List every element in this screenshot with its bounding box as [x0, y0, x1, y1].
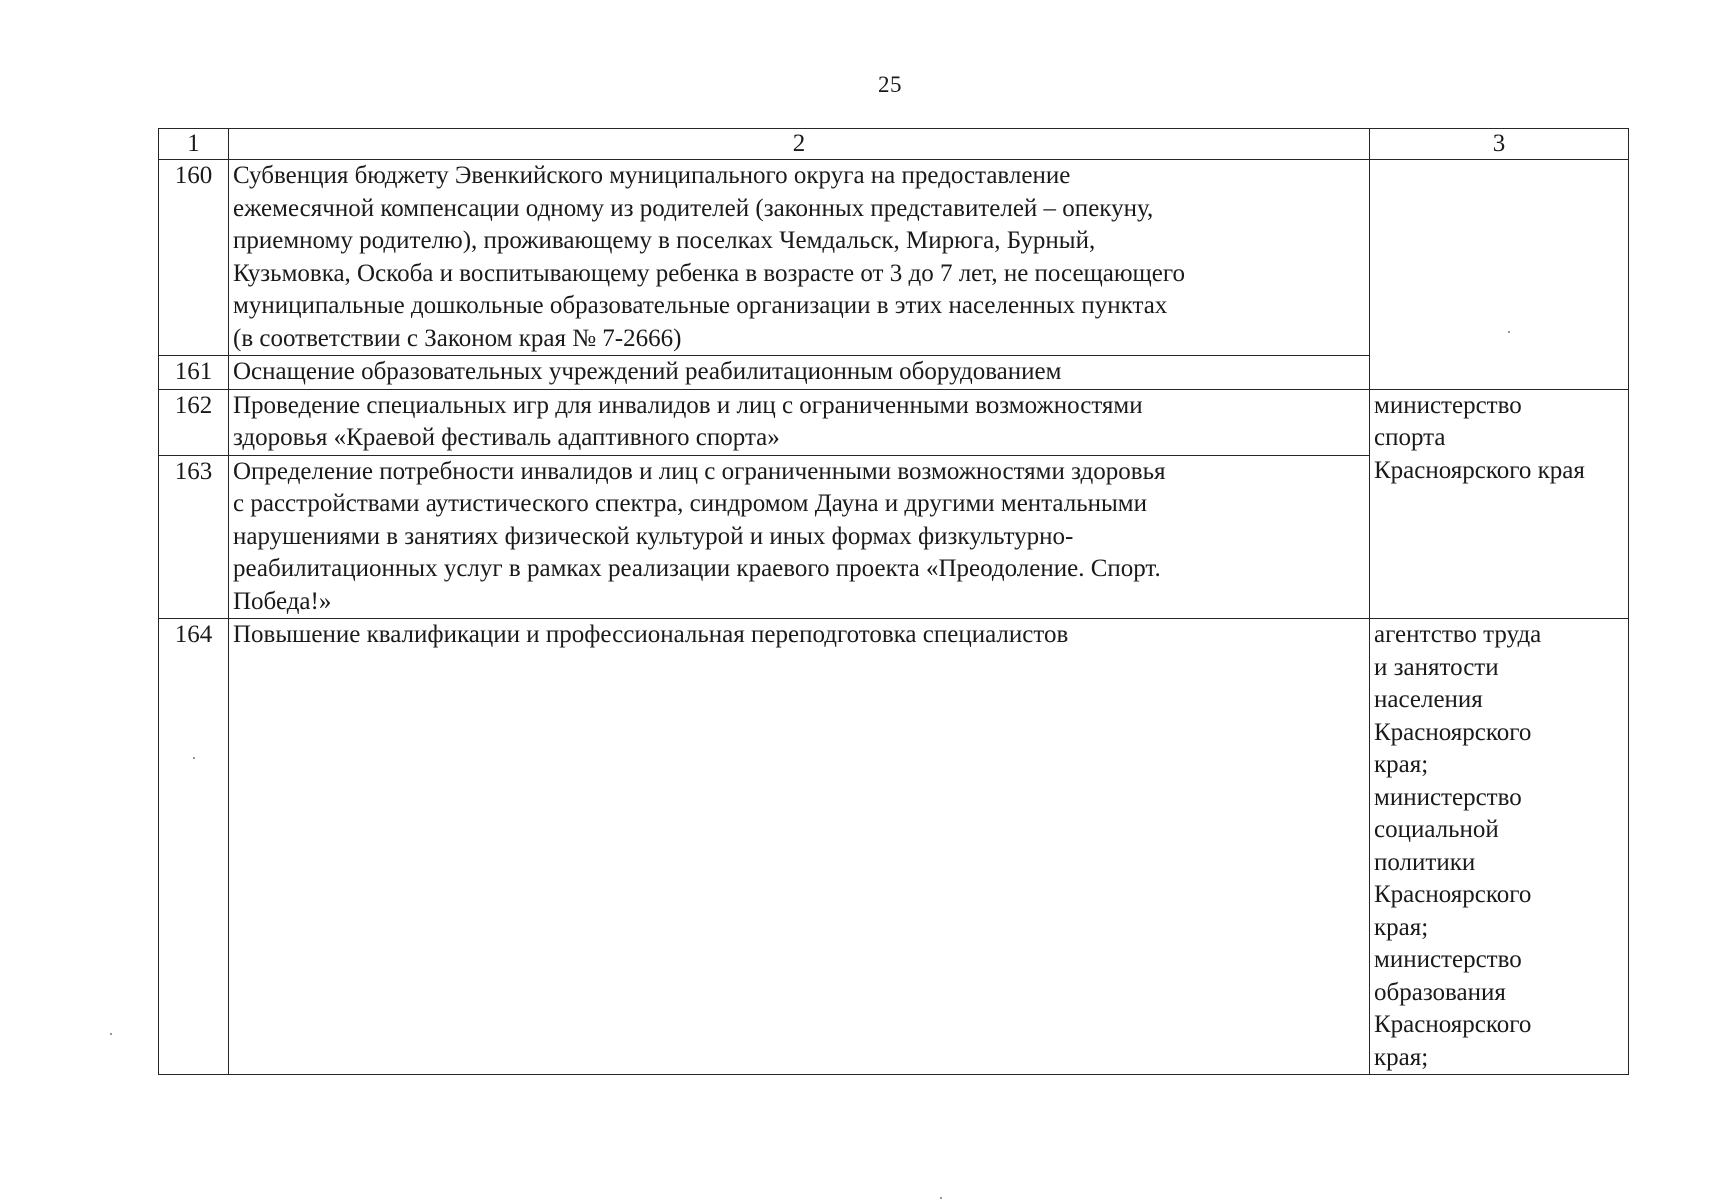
row-description	[229, 160, 1370, 356]
row-number: 163	[159, 455, 229, 619]
executor-line: края;	[1374, 1043, 1429, 1071]
executor-line: министерство	[1374, 783, 1522, 811]
description-line: Определение потребности инвалидов и лиц с ограниченными возможностями здоровья	[233, 457, 1166, 485]
row-executor	[1370, 619, 1629, 1075]
scan-speck	[940, 1197, 942, 1199]
executor-line: министерство	[1374, 391, 1522, 419]
executor-line: политики	[1374, 848, 1476, 876]
description-line: здоровья «Краевой фестиваль адаптивного спорта»	[233, 424, 780, 451]
executor-line: Красноярского	[1374, 718, 1532, 746]
page-number: 25	[878, 72, 902, 97]
description-line: Победа!»	[233, 587, 332, 615]
description-line: Оснащение образовательных учреждений реабилитационным оборудованием	[233, 358, 1062, 385]
row-description	[229, 389, 1370, 455]
scan-speck	[193, 757, 195, 759]
executor-line: Красноярского края	[1374, 456, 1585, 484]
scan-speck	[110, 1033, 112, 1035]
row-executor	[1370, 389, 1629, 619]
row-number: 164	[159, 619, 229, 1075]
description-line: муниципальные дошкольные образовательные организации в этих населенных пунктах	[233, 292, 1168, 319]
description-line: (в соответствии с Законом края № 7-2666)	[233, 324, 682, 352]
header-col-2: 2	[229, 129, 1370, 160]
executor-line: населения	[1374, 686, 1483, 713]
row-number: 161	[159, 356, 229, 390]
description-line: нарушениями в занятиях физической культурой и иных формах физкультурно-	[233, 522, 1074, 550]
row-description	[229, 356, 1370, 390]
description-line: с расстройствами аутистического спектра, синдромом Дауна и другими ментальными	[233, 490, 1147, 517]
executor-line: края;	[1374, 751, 1429, 778]
executor-line: Красноярского	[1374, 1011, 1532, 1038]
executor-line: края;	[1374, 913, 1429, 941]
executor-line: агентство труда	[1374, 621, 1542, 648]
header-col-3: 3	[1370, 129, 1629, 160]
table-header-row	[159, 129, 1629, 160]
description-line: Кузьмовка, Оскоба и воспитывающему ребенка в возрасте от 3 до 7 лет, не посещающего	[233, 259, 1186, 287]
header-col-1: 1	[159, 129, 229, 160]
row-description	[229, 455, 1370, 619]
row-number: 162	[159, 389, 229, 455]
executor-line: Красноярского	[1374, 881, 1532, 908]
description-line: приемному родителю), проживающему в поселках Чемдальск, Мирюга, Бурный,	[233, 227, 1096, 254]
description-line: реабилитационных услуг в рамках реализации краевого проекта «Преодоление. Спорт.	[233, 555, 1161, 582]
executor-line: и занятости	[1374, 653, 1499, 681]
program-table	[158, 128, 1629, 1075]
row-description	[229, 619, 1370, 1075]
description-line: ежемесячной компенсации одному из родителей (законных представителей – опекуну,	[233, 194, 1154, 222]
description-line: Проведение специальных игр для инвалидов и лиц с ограниченными возможностями	[233, 391, 1143, 419]
row-number: 160	[159, 160, 229, 356]
table-row-160	[159, 160, 1629, 356]
table-row-164	[159, 619, 1629, 1075]
executor-line: социальной	[1374, 816, 1499, 843]
table-row-162	[159, 389, 1629, 455]
executor-line: министерство	[1374, 946, 1522, 973]
row-executor-empty	[1370, 160, 1629, 390]
description-line: Субвенция бюджету Эвенкийского муниципального округа на предоставление	[233, 162, 1071, 189]
description-line: Повышение квалификации и профессиональная переподготовка специалистов	[233, 621, 1069, 648]
executor-line: спорта	[1374, 424, 1446, 451]
executor-line: образования	[1374, 978, 1506, 1006]
scan-speck	[1508, 331, 1510, 333]
